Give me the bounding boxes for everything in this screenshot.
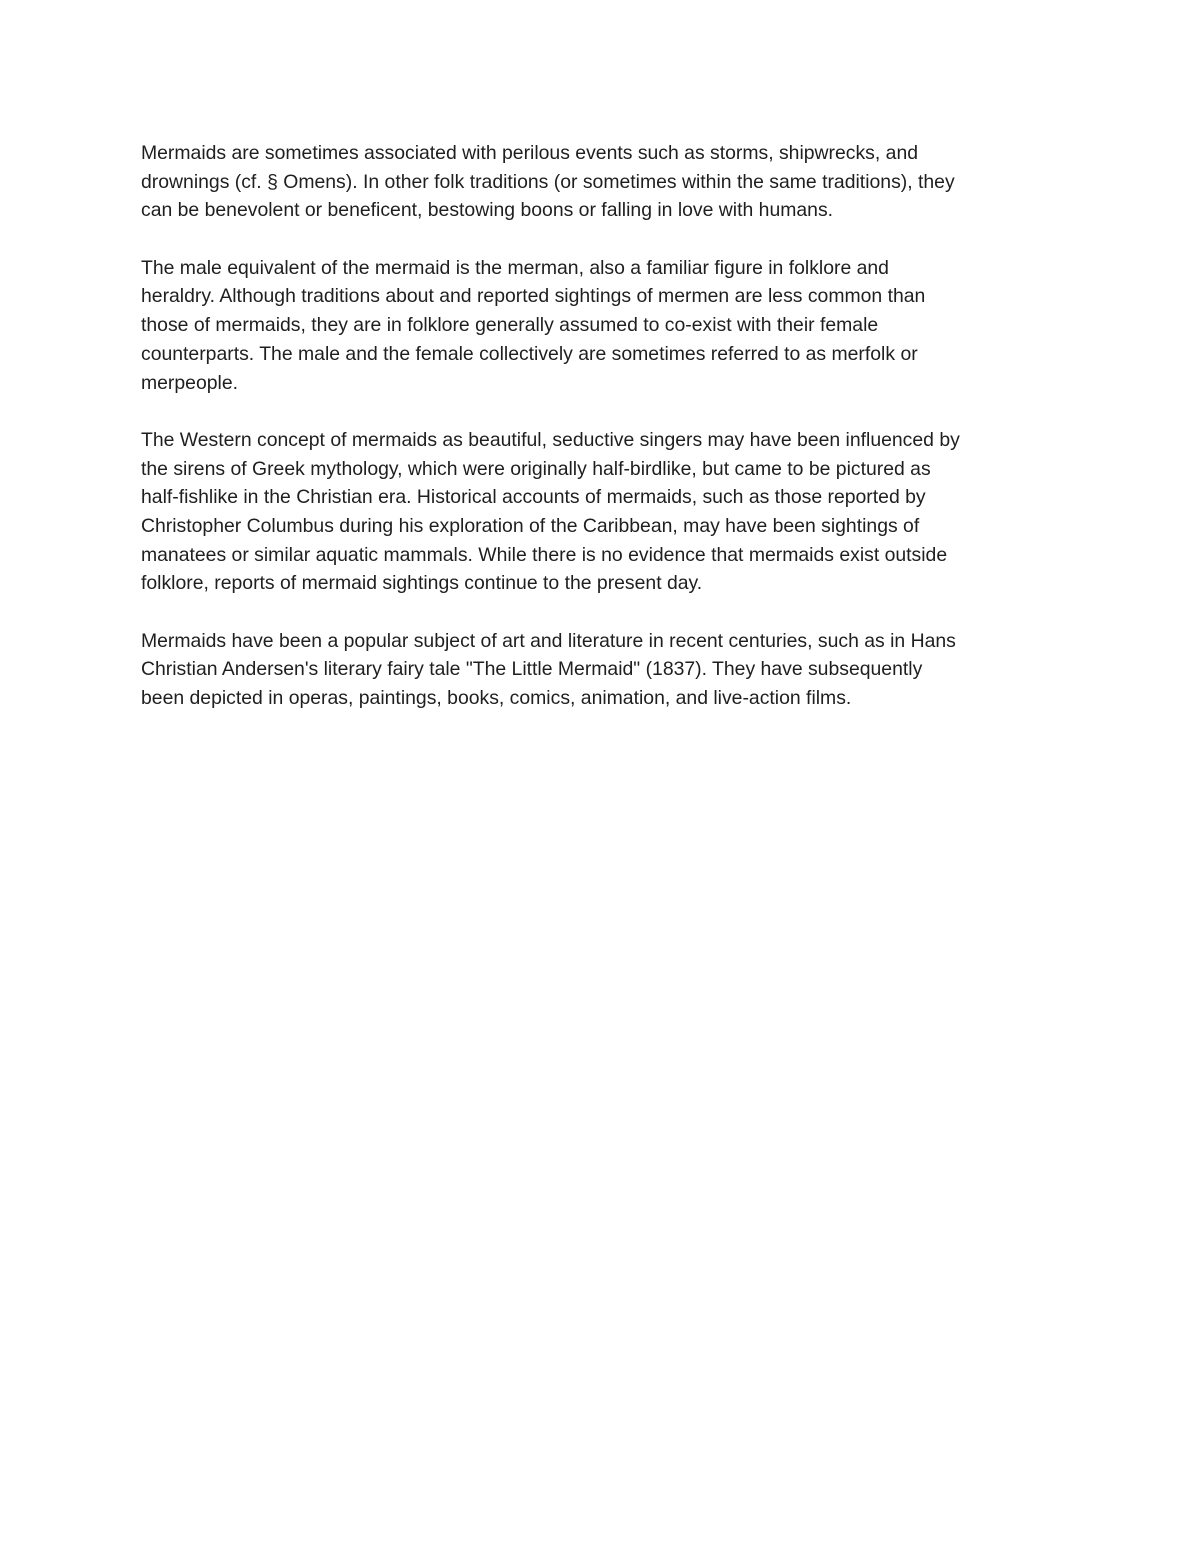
paragraph-1 [141, 139, 1066, 225]
text-line: folklore, reports of mermaid sightings continue to the present day. [141, 572, 703, 595]
text-line: been depicted in operas, paintings, books, comics, animation, and live-action films. [141, 687, 852, 710]
paragraph-4 [141, 627, 1066, 713]
text-line: merpeople. [141, 371, 239, 394]
document-body [141, 139, 1066, 741]
text-line: can be benevolent or beneficent, bestowing boons or falling in love with humans. [141, 199, 834, 222]
text-line: Christian Andersen's literary fairy tale "The Little Mermaid" (1837). They have subsequently [141, 658, 923, 681]
text-line: those of mermaids, they are in folklore generally assumed to co-exist with their female [141, 314, 879, 337]
text-line: The Western concept of mermaids as beautiful, seductive singers may have been influenced by [141, 428, 960, 451]
text-line: Mermaids are sometimes associated with perilous events such as storms, shipwrecks, and [141, 142, 919, 164]
text-line: the sirens of Greek mythology, which were originally half-birdlike, but came to be pictured as [141, 457, 931, 480]
text-line: Mermaids have been a popular subject of art and literature in recent centuries, such as in Hans [141, 629, 956, 652]
text-line: Christopher Columbus during his exploration of the Caribbean, may have been sightings of [141, 514, 920, 537]
paragraph-3 [141, 426, 1066, 598]
text-line: manatees or similar aquatic mammals. While there is no evidence that mermaids exist outside [141, 543, 948, 566]
paragraph-2 [141, 254, 1066, 397]
text-line: The male equivalent of the mermaid is the merman, also a familiar figure in folklore and [141, 256, 889, 279]
text-line: half-fishlike in the Christian era. Historical accounts of mermaids, such as those reported by [141, 486, 926, 509]
text-line: counterparts. The male and the female collectively are sometimes referred to as merfolk or [141, 342, 918, 365]
text-line: drownings (cf. § Omens). In other folk traditions (or sometimes within the same traditions), they [141, 170, 955, 193]
text-line: heraldry. Although traditions about and reported sightings of mermen are less common than [141, 285, 926, 308]
